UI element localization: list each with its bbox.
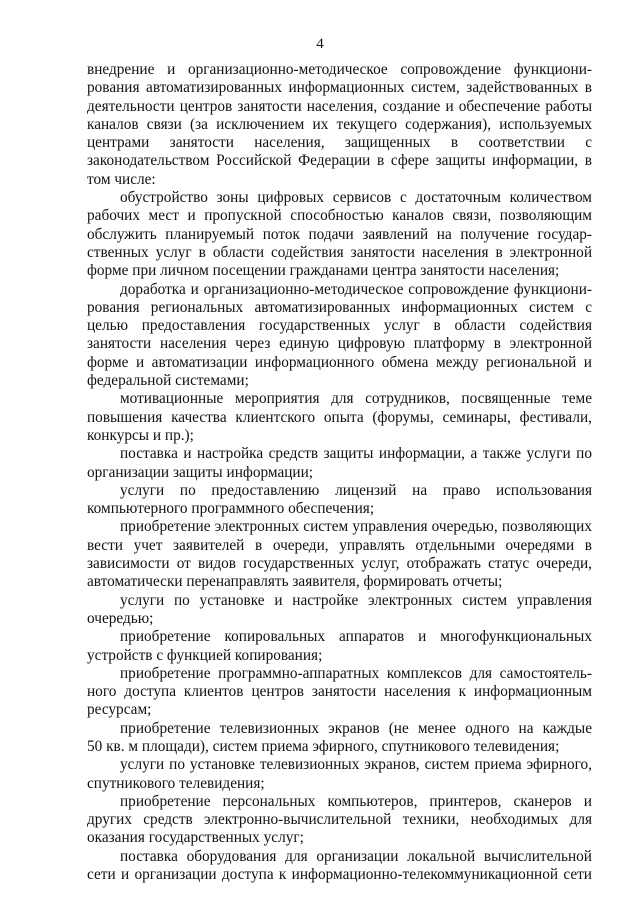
text-line: федеральной системами;	[87, 372, 249, 390]
paragraph	[87, 793, 592, 848]
text-line: ного доступа клиентов центров занятости населения к информационным	[87, 683, 592, 701]
text-line: законодательством Российской Федерации в сфере защиты информации, в	[87, 152, 592, 170]
text-line: поставка и настройка средств защиты информации, а также услуги по	[120, 445, 592, 463]
text-line: мотивационные мероприятия для сотрудников, посвященные теме	[120, 390, 592, 408]
text-line: приобретение телевизионных экранов (не менее одного на каждые	[120, 719, 592, 737]
text-line: приобретение программно-аппаратных комплексов для самостоятель-	[120, 664, 592, 682]
text-line: автоматически перенаправлять заявителя, формировать отчеты;	[87, 573, 503, 591]
paragraph	[87, 665, 592, 720]
paragraph	[87, 445, 592, 482]
paragraph	[87, 518, 592, 591]
text-line: оказания государственных услуг;	[87, 829, 304, 847]
text-line: внедрение и организационно-методическое сопровождение функциони-	[87, 61, 592, 78]
paragraph	[87, 628, 592, 665]
text-line: зависимости от видов государственных услуг, отображать статус очереди,	[87, 555, 592, 573]
text-line: форме при личном посещении гражданами центра занятости населения;	[87, 262, 560, 280]
text-line: сети и организации доступа к информационно-телекоммуникационной сети	[87, 866, 592, 884]
text-line: услуги по установке и настройке электронных систем управления	[120, 591, 592, 609]
text-line: рования автоматизированных информационных систем, задействованных в	[87, 79, 592, 97]
text-line: рования региональных автоматизированных информационных систем с	[87, 298, 592, 316]
text-line: занятости населения через единую цифровую платформу в электронной	[87, 335, 592, 353]
text-line: конкурсы и пр.);	[87, 426, 194, 444]
text-line: деятельности центров занятости населения, создание и обеспечение работы	[87, 97, 592, 115]
text-line: обслужить планируемый поток подачи заявлений на получение государ-	[87, 225, 592, 243]
text-line: ственных услуг в области содействия занятости населения в электронной	[87, 243, 592, 261]
text-line: приобретение копировальных аппаратов и многофункциональных	[120, 628, 592, 646]
text-line: услуги по установке телевизионных экранов, систем приема эфирного,	[120, 756, 592, 774]
paragraph	[87, 756, 592, 793]
text-line: приобретение электронных систем управления очередью, позволяющих	[120, 518, 592, 536]
text-line: повышения качества клиентского опыта (форумы, семинары, фестивали,	[87, 408, 592, 426]
text-line: рабочих мест и пропускной способностью каналов связи, позволяющим	[87, 207, 592, 225]
text-line: организации защиты информации;	[87, 463, 314, 481]
text-line: других средств электронно-вычислительной техники, необходимых для	[87, 811, 592, 829]
text-line: спутникового телевидения;	[87, 774, 265, 792]
paragraph	[87, 281, 592, 391]
text-line: форме и автоматизации информационного обмена между региональной и	[87, 353, 592, 371]
paragraph	[87, 482, 592, 519]
text-line: обустройство зоны цифровых сервисов с достаточным количеством	[120, 189, 592, 207]
text-line: центрами занятости населения, защищенных в соответствии с	[87, 134, 592, 152]
text-line: очередью;	[87, 609, 154, 627]
paragraph	[87, 720, 592, 757]
paragraph	[87, 61, 592, 189]
paragraph	[87, 848, 592, 885]
text-line: устройств с функцией копирования;	[87, 646, 323, 664]
text-line: ресурсам;	[87, 701, 152, 719]
text-line: целью предоставления государственных услуг в области содействия	[87, 317, 592, 335]
text-line: приобретение персональных компьютеров, принтеров, сканеров и	[120, 792, 592, 810]
text-line: услуги по предоставлению лицензий на право использования	[120, 481, 592, 499]
text-line: поставка оборудования для организации локальной вычислительной	[120, 847, 592, 865]
text-line: том числе:	[87, 170, 156, 188]
text-line: компьютерного программного обеспечения;	[87, 500, 375, 518]
text-line: доработка и организационно-методическое сопровождение функциони-	[120, 280, 592, 298]
text-line: 50 кв. м площади), систем приема эфирного, спутникового телевидения;	[87, 737, 560, 755]
text-line: вести учет заявителей в очереди, управлять отдельными очередями в	[87, 536, 592, 554]
page-number: 4	[316, 36, 324, 52]
text-line: каналов связи (за исключением их текущего содержания), используемых	[87, 115, 592, 133]
paragraph	[87, 189, 592, 280]
paragraph	[87, 592, 592, 629]
paragraph	[87, 390, 592, 445]
document-body	[87, 61, 592, 884]
